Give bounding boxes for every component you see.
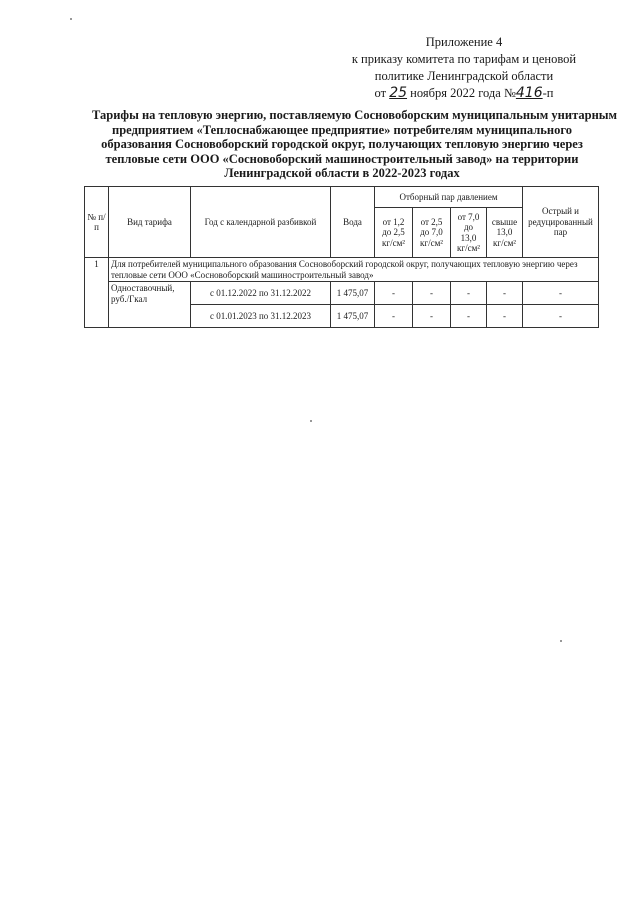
header-steam-1: от 1,2 до 2,5 кг/см²	[375, 208, 413, 258]
appendix-header	[344, 34, 584, 102]
row-period: с 01.12.2022 по 31.12.2022	[191, 282, 331, 305]
table-row	[85, 282, 599, 305]
scan-speck	[310, 420, 312, 422]
row-steam-2: -	[413, 282, 451, 305]
handwritten-day: 25	[389, 85, 408, 101]
title-line: тепловые сети ООО «Сосновоборский машиностроительный завод» на территории	[105, 151, 579, 166]
document-title	[92, 108, 618, 181]
appendix-committee-line: политике Ленинградской области	[374, 69, 554, 83]
appendix-date-line	[344, 85, 584, 102]
row-water: 1 475,07	[331, 305, 375, 328]
scan-speck	[70, 18, 72, 20]
tariff-label: Одноставочный, руб./Гкал	[109, 282, 191, 328]
row-steam-4: -	[487, 282, 523, 305]
row-sharp-steam: -	[523, 282, 599, 305]
header-steam-4: свыше 13,0 кг/см²	[487, 208, 523, 258]
row-steam-2: -	[413, 305, 451, 328]
header-tariff-type: Вид тарифа	[109, 187, 191, 258]
header-steam-2: от 2,5 до 7,0 кг/см²	[413, 208, 451, 258]
row-steam-1: -	[375, 305, 413, 328]
title-line: Тарифы на тепловую энергию, поставляемую Сосновоборским муниципальным унитарным	[92, 108, 618, 122]
date-middle: ноября 2022 года №	[410, 86, 516, 100]
appendix-title: Приложение 4	[425, 35, 503, 49]
row-sharp-steam: -	[523, 305, 599, 328]
header-num: № п/п	[85, 187, 109, 258]
handwritten-number: 416	[515, 85, 543, 101]
row-water: 1 475,07	[331, 282, 375, 305]
appendix-order-line: к приказу комитета по тарифам и ценовой	[351, 52, 577, 66]
row-period: с 01.01.2023 по 31.12.2023	[191, 305, 331, 328]
header-water: Вода	[331, 187, 375, 258]
date-prefix: от	[374, 86, 387, 100]
header-sharp-steam: Острый и редуцированный пар	[523, 187, 599, 258]
row-steam-3: -	[451, 282, 487, 305]
title-line: предприятием «Теплоснабжающее предприятие» потребителям муниципального	[112, 122, 572, 137]
row-steam-4: -	[487, 305, 523, 328]
header-steam-group: Отборный пар давлением	[375, 187, 523, 208]
section-description: Для потребителей муниципального образования Сосновоборский городской округ, получающих тепловую энергию через тепловые сети ООО «Сосновоборский машиностроительный завод»	[109, 258, 599, 282]
scan-speck	[560, 640, 562, 642]
title-line: Ленинградской области в 2022-2023 годах	[224, 166, 460, 180]
row-steam-1: -	[375, 282, 413, 305]
number-suffix: -п	[542, 86, 554, 100]
section-num: 1	[85, 258, 109, 328]
header-steam-3: от 7,0 до 13,0 кг/см²	[451, 208, 487, 258]
header-period: Год с календарной разбивкой	[191, 187, 331, 258]
tariff-table	[84, 186, 599, 328]
row-steam-3: -	[451, 305, 487, 328]
title-line: образования Сосновоборский городской округ, получающих тепловую энергию через	[101, 137, 583, 151]
